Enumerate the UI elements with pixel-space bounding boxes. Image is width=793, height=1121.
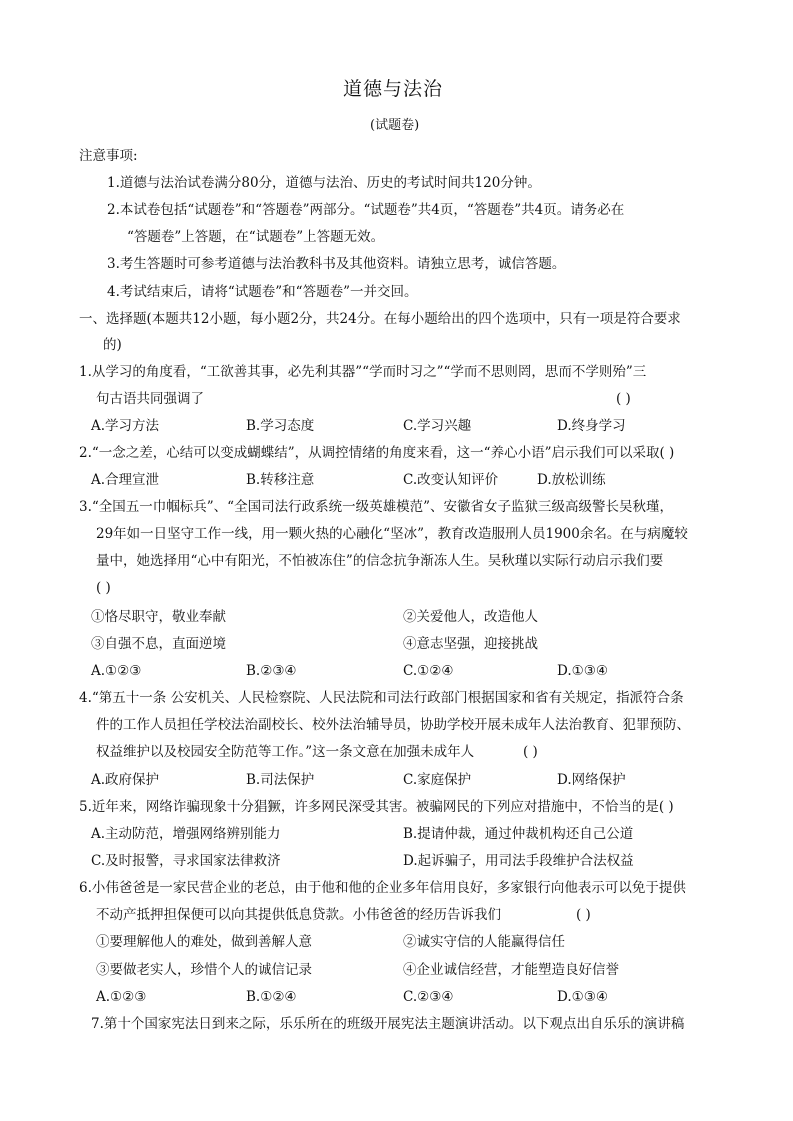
- q4-answer-blank: ( ): [523, 744, 538, 760]
- q4-stem-cont-1: 件的工作人员担任学校法治副校长、校外法治辅导员，协助学校开展未成年人法治教育、犯罪预防、: [96, 717, 690, 733]
- q6-answer-blank: ( ): [576, 907, 591, 923]
- q3-answer-blank: ( ): [96, 580, 111, 596]
- q3-statement-2: ②关爱他人，改造他人: [403, 609, 538, 625]
- q4-option-b: B.司法保护: [246, 772, 315, 788]
- q1-option-c: C.学习兴趣: [403, 418, 472, 434]
- q7-stem: 7.第十个国家宪法日到来之际，乐乐所在的班级开展宪法主题演讲活动。以下观点出自乐乐的演讲稿: [91, 1016, 685, 1032]
- q3-stem-cont-1: 29年如一日坚守工作一线，用一颗火热的心融化“坚冰”，教育改造服刑人员1900余名。在与病魔较: [96, 526, 688, 542]
- notice-item-4: 4.考试结束后，请将“试题卷”和“答题卷”一并交回。: [107, 284, 418, 300]
- q5-option-d: D.起诉骗子，用司法手段维护合法权益: [403, 853, 634, 869]
- section-heading: 一、选择题(本题共12小题，每小题2分，共24分。在每小题给出的四个选项中，只有一项是符合要求: [79, 311, 681, 327]
- q6-option-b: B.①②④: [246, 989, 297, 1005]
- q6-stem-cont: 不动产抵押担保便可以向其提供低息贷款。小伟爸爸的经历告诉我们: [96, 907, 501, 923]
- q3-statement-1: ①恪尽职守，敬业奉献: [91, 609, 226, 625]
- q4-option-d: D.网络保护: [557, 772, 626, 788]
- q1-answer-blank: ( ): [616, 391, 631, 407]
- q2-option-b: B.转移注意: [246, 472, 315, 488]
- q1-stem-cont: 句古语共同强调了: [96, 391, 204, 407]
- page-subtitle: (试题卷): [370, 118, 420, 133]
- q4-option-c: C.家庭保护: [403, 772, 472, 788]
- q6-option-c: C.②③④: [403, 989, 454, 1005]
- q1-option-d: D.终身学习: [557, 418, 626, 434]
- q6-option-a: A.①②③: [96, 989, 147, 1005]
- q3-option-d: D.①③④: [557, 663, 608, 679]
- notice-item-2-cont: “答题卷”上答题，在“试题卷”上答题无效。: [127, 229, 385, 245]
- q6-statement-2: ②诚实守信的人能赢得信任: [403, 934, 565, 950]
- section-heading-cont: 的): [103, 337, 122, 353]
- q3-stem: 3.“全国五一巾帼标兵”、“全国司法行政系统一级英雄模范”、安徽省女子监狱三级高级警长吴秋瑾，: [79, 499, 673, 515]
- notice-item-2: 2.本试卷包括“试题卷”和“答题卷”两部分。“试题卷”共4页，“答题卷”共4页。请务必在: [107, 202, 625, 218]
- q2-option-c: C.改变认知评价: [403, 472, 499, 488]
- q3-statement-4: ④意志坚强，迎接挑战: [403, 636, 538, 652]
- q2-stem: 2.“一念之差，心结可以变成蝴蝶结”，从调控情绪的角度来看，这一“养心小语”启示我们可以采取( ): [79, 445, 675, 461]
- q2-option-a: A.合理宣泄: [91, 472, 160, 488]
- page-title: 道德与法治: [343, 78, 444, 100]
- q5-stem: 5.近年来，网络诈骗现象十分猖獗，许多网民深受其害。被骗网民的下列应对措施中，不恰当的是( ): [79, 799, 674, 815]
- q6-statement-1: ①要理解他人的难处，做到善解人意: [96, 934, 312, 950]
- q6-stem: 6.小伟爸爸是一家民营企业的老总，由于他和他的企业多年信用良好，多家银行向他表示可以免于提供: [79, 880, 686, 896]
- q6-option-d: D.①③④: [557, 989, 608, 1005]
- notice-item-3: 3.考生答题时可参考道德与法治教科书及其他资料。请独立思考，诚信答题。: [107, 256, 566, 272]
- q6-statement-4: ④企业诚信经营，才能塑造良好信誉: [403, 962, 619, 978]
- q4-stem-cont-2: 权益维护以及校园安全防范等工作。”这一条文意在加强未成年人: [96, 744, 475, 760]
- q3-option-b: B.②③④: [246, 663, 297, 679]
- q2-option-d: D.放松训练: [537, 472, 606, 488]
- q1-option-b: B.学习态度: [246, 418, 315, 434]
- q4-option-a: A.政府保护: [91, 772, 160, 788]
- q6-statement-3: ③要做老实人，珍惜个人的诚信记录: [96, 962, 312, 978]
- q3-stem-cont-2: 量中，她选择用“心中有阳光，不怕被冻住”的信念抗争渐冻人生。吴秋瑾以实际行动启示我们要: [96, 553, 664, 569]
- q3-option-c: C.①②④: [403, 663, 454, 679]
- q1-stem: 1.从学习的角度看，“工欲善其事，必先利其器”“学而时习之”“学而不思则罔，思而不学则殆”三: [79, 364, 647, 380]
- notice-item-1: 1.道德与法治试卷满分80分，道德与法治、历史的考试时间共120分钟。: [107, 175, 541, 191]
- q5-option-c: C.及时报警，寻求国家法律救济: [91, 853, 281, 869]
- q4-stem: 4.“第五十一条 公安机关、人民检察院、人民法院和司法行政部门根据国家和省有关规定，指派符合条: [79, 690, 684, 706]
- notice-heading: 注意事项:: [79, 148, 138, 164]
- q3-option-a: A.①②③: [91, 663, 142, 679]
- q3-statement-3: ③自强不息，直面逆境: [91, 636, 226, 652]
- q5-option-a: A.主动防范，增强网络辨别能力: [91, 826, 281, 842]
- q1-option-a: A.学习方法: [91, 418, 160, 434]
- q5-option-b: B.提请仲裁，通过仲裁机构还自己公道: [403, 826, 634, 842]
